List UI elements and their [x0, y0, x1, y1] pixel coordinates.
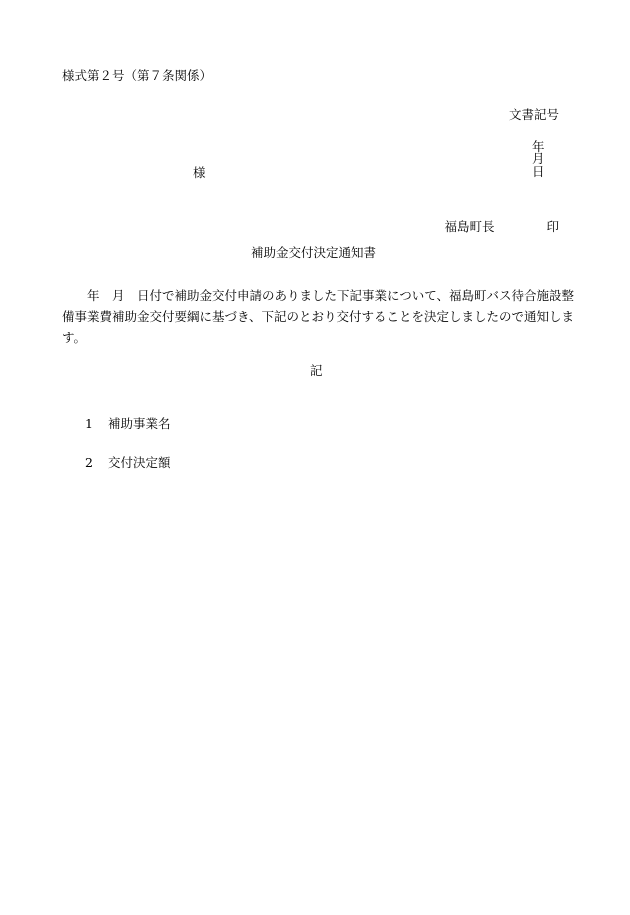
list-item: [77, 405, 170, 430]
year-label: 年: [531, 138, 545, 154]
document-title: 補助金交付決定通知書: [251, 245, 377, 260]
list-item: [77, 444, 170, 469]
item-number: 1: [84, 415, 93, 431]
month-label: 月: [531, 151, 545, 166]
sender-title: 福島町長: [444, 218, 495, 234]
date-line: [524, 128, 557, 178]
item-label: 交付決定額: [107, 454, 171, 470]
addressee-suffix: 様: [193, 165, 206, 180]
seal-mark: 印: [546, 218, 559, 234]
body-paragraph: 年 月 日付で補助金交付申請のありました下記事業について、福島町バス待合施設整備事業費補助金交付要綱に基づき、下記のとおり交付することを決定しましたので通知します。: [62, 288, 575, 345]
item-label: 補助事業名: [107, 415, 171, 431]
document-number-label: 文書記号: [508, 107, 559, 122]
sender-line: [437, 208, 559, 233]
form-number: 様式第２号（第７条関係）: [62, 68, 213, 83]
day-label: 日: [531, 163, 545, 179]
ki-heading: 記: [310, 363, 323, 378]
item-number: 2: [84, 454, 93, 470]
